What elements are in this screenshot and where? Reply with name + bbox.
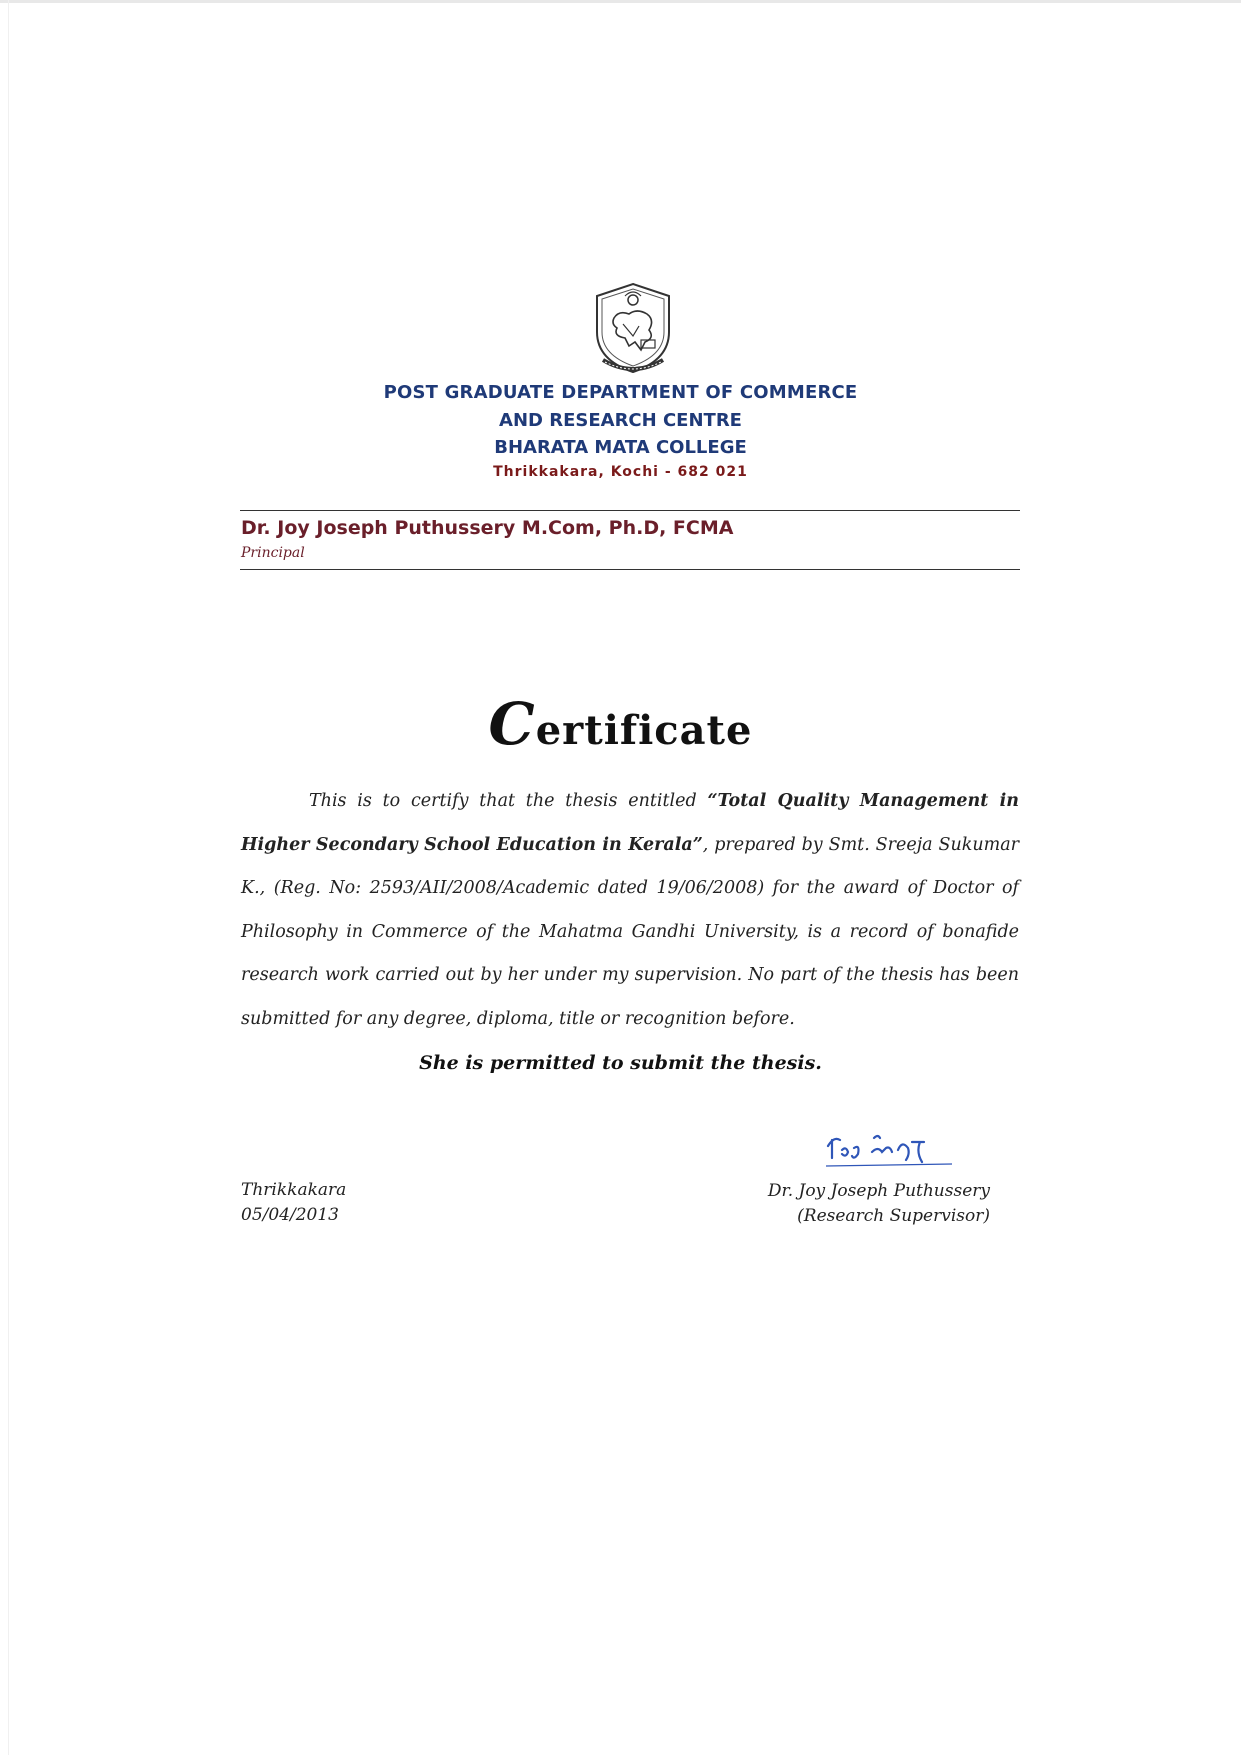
- scan-edge-left: [8, 0, 9, 1755]
- certificate-title: [0, 690, 1241, 758]
- principal-name: Dr. Joy Joseph Puthussery M.Com, Ph.D, FCMA: [241, 517, 734, 539]
- supervisor-name: Dr. Joy Joseph Puthussery: [767, 1181, 990, 1201]
- divider-top: [240, 510, 1020, 511]
- supervisor-role: (Research Supervisor): [797, 1206, 990, 1226]
- college-crest-logo: [589, 280, 677, 375]
- department-line-2: AND RESEARCH CENTRE: [499, 410, 742, 431]
- college-name: BHARATA MATA COLLEGE: [494, 437, 747, 458]
- supervisor-signature: [824, 1128, 954, 1168]
- date: 05/04/2013: [241, 1205, 339, 1225]
- thesis-title: “Total Quality Management in Higher Secondary School Education in Kerala”: [241, 791, 1019, 855]
- divider-bottom: [240, 569, 1020, 570]
- body-part-1: This is to certify that the thesis entitled: [309, 791, 708, 811]
- college-address: Thrikkakara, Kochi - 682 021: [493, 464, 748, 480]
- place: Thrikkakara: [241, 1180, 347, 1200]
- department-line-1: POST GRADUATE DEPARTMENT OF COMMERCE: [383, 382, 858, 403]
- permission-statement: She is permitted to submit the thesis.: [419, 1052, 822, 1074]
- body-part-2: , prepared by Smt. Sreeja Sukumar K., (Reg. No: 2593/AII/2008/Academic dated 19/06/2008) for the award of Doctor of Philosophy in Commerce of the Mahatma Gandhi University, is a record of bonafide research work carried out by her under my supervision. No part of the thesis has been submitted for any degree, diploma, title or recognition before.: [241, 834, 1019, 1029]
- certificate-body: [241, 780, 1019, 1041]
- certificate-title-rest: ertificate: [535, 707, 753, 754]
- certificate-title-initial: C: [488, 690, 536, 758]
- principal-role: Principal: [241, 545, 305, 561]
- scan-edge-top: [0, 0, 1241, 3]
